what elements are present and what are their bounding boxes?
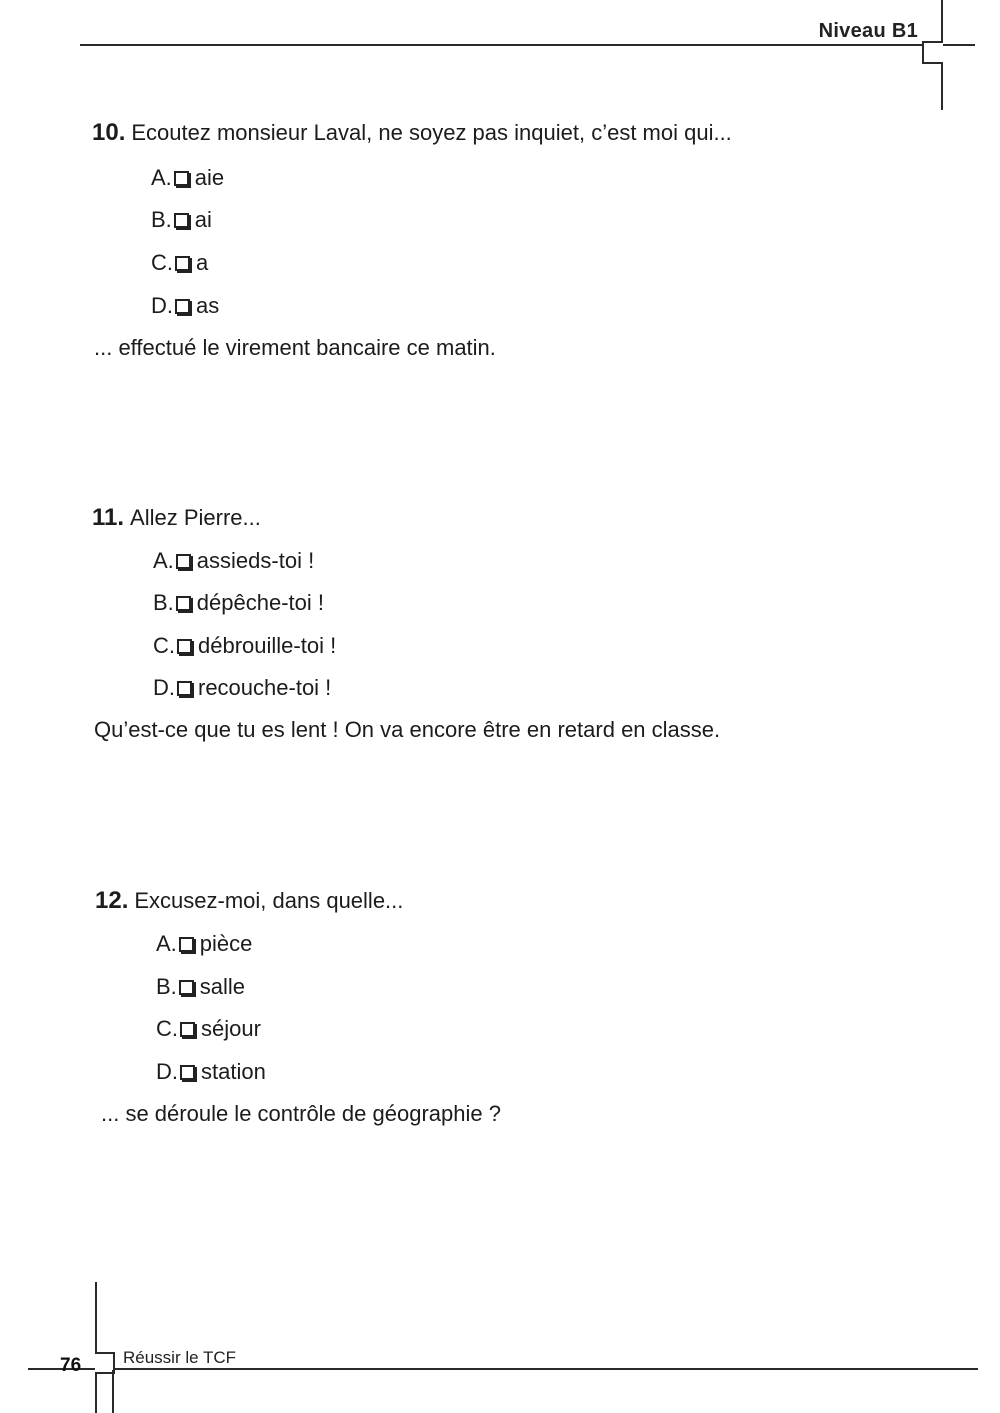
option-c[interactable] — [153, 633, 336, 659]
footer-rule — [28, 1368, 978, 1370]
checkbox[interactable] — [177, 681, 192, 696]
question-text: Excusez-moi, dans quelle... — [134, 888, 404, 913]
checkbox[interactable] — [180, 1022, 195, 1037]
question-stem — [92, 120, 732, 146]
option-letter: A. — [153, 548, 174, 573]
question-number: 12. — [95, 887, 129, 914]
option-letter: D. — [151, 293, 173, 318]
question-stem — [95, 888, 403, 914]
book-title: Réussir le TCF — [123, 1348, 237, 1367]
option-d[interactable] — [153, 675, 331, 701]
option-a[interactable] — [153, 548, 314, 574]
option-a[interactable] — [156, 931, 252, 957]
option-letter: D. — [156, 1059, 178, 1084]
option-letter: B. — [151, 207, 172, 232]
option-text: a — [196, 250, 209, 275]
checkbox[interactable] — [176, 596, 191, 611]
option-text: as — [196, 293, 220, 318]
option-d[interactable] — [156, 1059, 266, 1085]
option-text: ai — [194, 207, 212, 232]
option-letter: B. — [153, 590, 174, 615]
option-letter: C. — [151, 250, 173, 275]
question-text: Allez Pierre... — [130, 505, 261, 530]
option-c[interactable] — [151, 250, 208, 276]
option-b[interactable] — [153, 590, 324, 616]
option-d[interactable] — [151, 293, 219, 319]
option-text: station — [201, 1059, 266, 1084]
question-number: 10. — [92, 119, 126, 146]
option-text: séjour — [201, 1016, 261, 1041]
option-letter: C. — [156, 1016, 178, 1041]
option-text: salle — [199, 974, 246, 999]
option-b[interactable] — [156, 974, 245, 1000]
checkbox[interactable] — [179, 937, 194, 952]
header-corner-box — [922, 41, 943, 64]
level-label: Niveau B1 — [818, 20, 918, 42]
header-rule — [80, 44, 975, 46]
option-b[interactable] — [151, 207, 212, 233]
question-ending: Qu’est-ce que tu es lent ! On va encore être en retard en classe. — [94, 717, 721, 742]
checkbox[interactable] — [175, 256, 190, 271]
option-text: recouche-toi ! — [198, 675, 332, 700]
question-ending: ... se déroule le contrôle de géographie ? — [101, 1101, 501, 1126]
option-text: débrouille-toi ! — [198, 633, 337, 658]
checkbox[interactable] — [174, 171, 189, 186]
question-text: Ecoutez monsieur Laval, ne soyez pas inquiet, c’est moi qui... — [131, 120, 732, 145]
option-text: dépêche-toi ! — [196, 590, 324, 615]
checkbox[interactable] — [177, 639, 192, 654]
option-letter: D. — [153, 675, 175, 700]
checkbox[interactable] — [175, 299, 190, 314]
page-number: 76 — [60, 1355, 82, 1376]
checkbox[interactable] — [179, 980, 194, 995]
option-text: aie — [194, 165, 225, 190]
question-ending: ... effectué le virement bancaire ce matin. — [94, 335, 496, 360]
footer-vertical-rule-lower — [112, 1370, 114, 1413]
checkbox[interactable] — [176, 554, 191, 569]
option-letter: B. — [156, 974, 177, 999]
question-number: 11. — [92, 504, 125, 531]
option-a[interactable] — [151, 165, 224, 191]
option-letter: A. — [156, 931, 177, 956]
option-letter: A. — [151, 165, 172, 190]
checkbox[interactable] — [180, 1065, 195, 1080]
question-stem — [92, 505, 261, 531]
footer-vertical-rule — [95, 1282, 97, 1413]
option-text: assieds-toi ! — [196, 548, 315, 573]
option-letter: C. — [153, 633, 175, 658]
checkbox[interactable] — [174, 213, 189, 228]
option-text: pièce — [199, 931, 253, 956]
option-c[interactable] — [156, 1016, 261, 1042]
